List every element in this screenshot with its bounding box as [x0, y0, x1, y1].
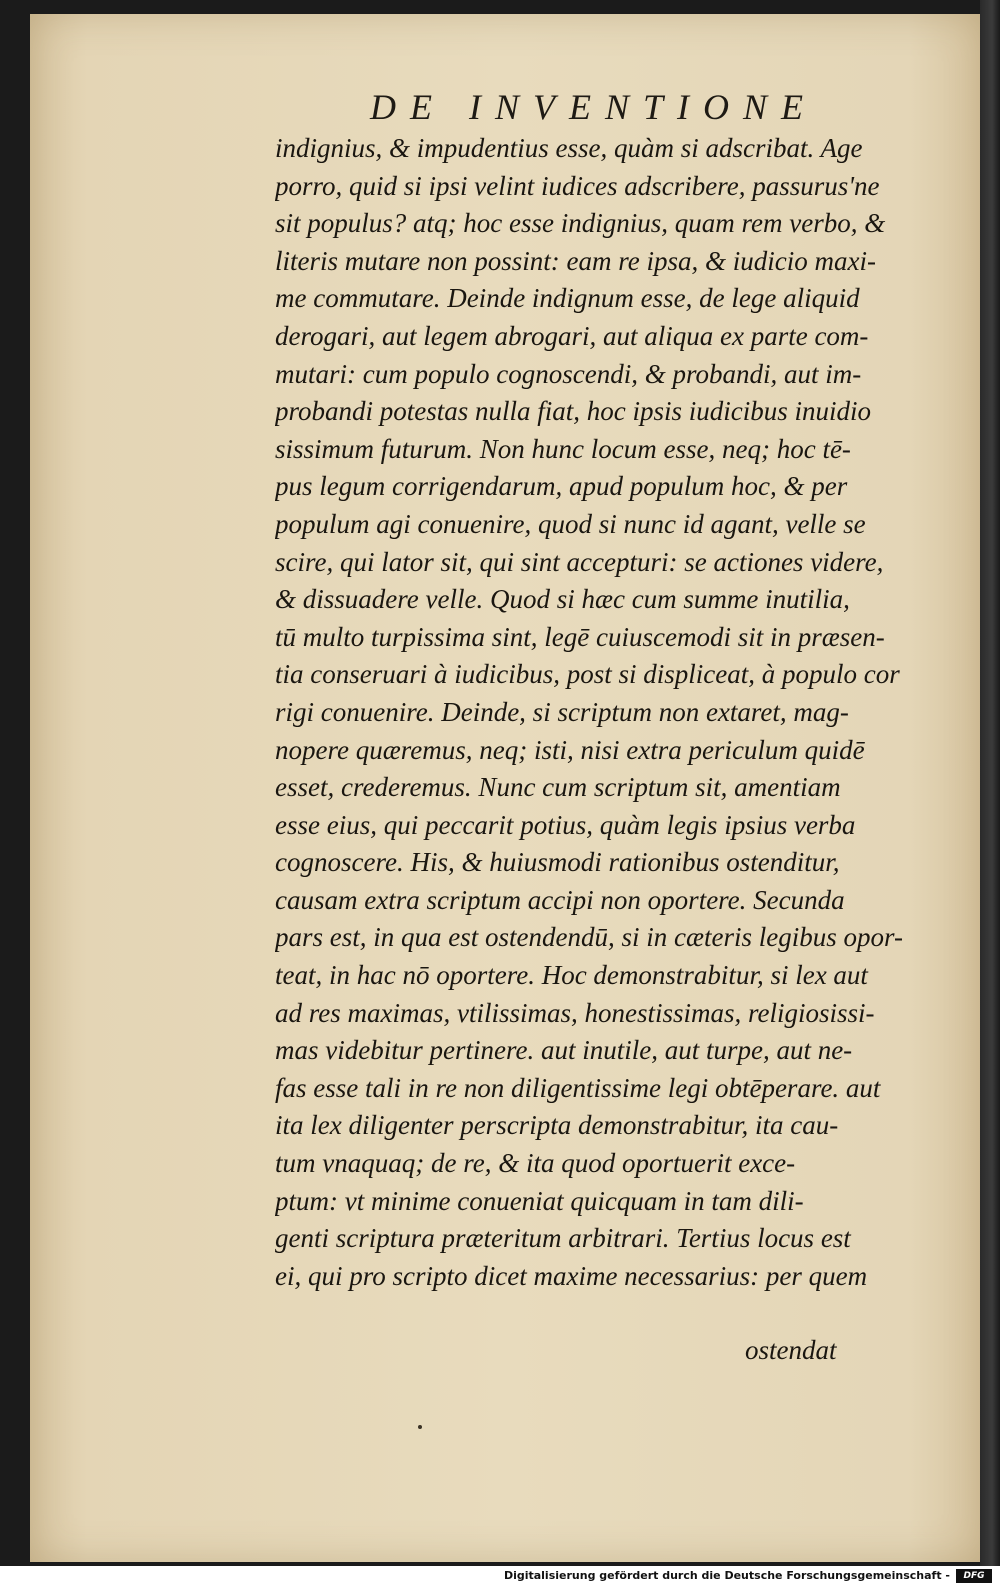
text-line-15: tia conseruari à iudicibus, post si displiceat, à populo cor: [275, 659, 900, 690]
text-line-20: cognoscere. His, & huiusmodi rationibus ostenditur,: [275, 847, 840, 878]
text-line-16: rigi conuenire. Deinde, si scriptum non extaret, mag-: [275, 696, 849, 727]
text-line-28: tum vnaquaq; de re, & ita quod oportuerit exce-: [275, 1148, 796, 1179]
text-line-7: mutari: cum populo cognoscendi, & probandi, aut im-: [275, 358, 862, 389]
catchword: ostendat: [745, 1335, 837, 1365]
text-line-1: indignius, & impudentius esse, quàm si adscribat. Age: [275, 133, 863, 163]
text-line-27: ita lex diligenter perscripta demonstrabitur, ita cau-: [275, 1110, 839, 1141]
text-line-14: tū multo turpissima sint, legē cuiuscemodi sit in præsen-: [275, 621, 885, 652]
text-line-25: mas videbitur pertinere. aut inutile, aut turpe, aut ne-: [275, 1035, 853, 1066]
text-line-11: populum agi conuenire, quod si nunc id agant, velle se: [275, 508, 866, 539]
text-line-13: & dissuadere velle. Quod si hæc cum summe inutilia,: [275, 584, 850, 615]
text-line-10: pus legum corrigendarum, apud populum hoc, & per: [275, 471, 848, 502]
text-line-23: teat, in hac nō oportere. Hoc demonstrabitur, si lex aut: [275, 960, 868, 991]
dfg-logo-icon: DFG: [956, 1569, 992, 1583]
text-line-29: ptum: vt minime conueniat quicquam in tam dili-: [275, 1185, 804, 1216]
text-line-3: sit populus? atq; hoc esse indignius, quam rem verbo, &: [275, 208, 886, 239]
text-line-4: literis mutare non possint: eam re ipsa, & iudicio maxi-: [275, 245, 876, 276]
text-line-9: sissimum futurum. Non hunc locum esse, neq; hoc tē-: [275, 433, 851, 464]
text-line-8: probandi potestas nulla fiat, hoc ipsis iudicibus inuidio: [275, 396, 872, 427]
ink-spot: [418, 1425, 422, 1429]
text-line-24: ad res maximas, vtilissimas, honestissimas, religiosissi-: [275, 997, 875, 1028]
footer-bar: [0, 1566, 1000, 1586]
text-line-17: nopere quæremus, neq; isti, nisi extra periculum quidē: [275, 734, 865, 765]
text-line-26: fas esse tali in re non diligentissime legi obtēperare. aut: [275, 1072, 881, 1103]
text-line-6: derogari, aut legem abrogari, aut aliqua ex parte com-: [275, 320, 869, 351]
text-line-31: ei, qui pro scripto dicet maxime necessarius: per quem: [275, 1260, 868, 1291]
running-head: DE INVENTIONE: [370, 87, 817, 127]
text-line-21: causam extra scriptum accipi non oportere. Secunda: [275, 884, 845, 915]
text-block: [275, 130, 945, 1295]
text-line-30: genti scriptura præteritum arbitrari. Tertius locus est: [275, 1223, 851, 1254]
text-line-12: scire, qui lator sit, qui sint accepturi: se actiones videre,: [275, 546, 884, 577]
text-line-2: porro, quid si ipsi velint iudices adscribere, passurus'ne: [275, 170, 880, 201]
text-line-18: esset, crederemus. Nunc cum scriptum sit, amentiam: [275, 772, 841, 803]
text-line-22: pars est, in qua est ostendendū, si in cæteris legibus opor-: [275, 922, 903, 953]
text-line-5: me commutare. Deinde indignum esse, de lege aliquid: [275, 283, 860, 314]
footer-credit: Digitalisierung gefördert durch die Deutsche Forschungsgemeinschaft -: [503, 1569, 950, 1582]
text-line-19: esse eius, qui peccarit potius, quàm legis ipsius verba: [275, 809, 856, 840]
binding-edge: [980, 0, 1000, 1566]
